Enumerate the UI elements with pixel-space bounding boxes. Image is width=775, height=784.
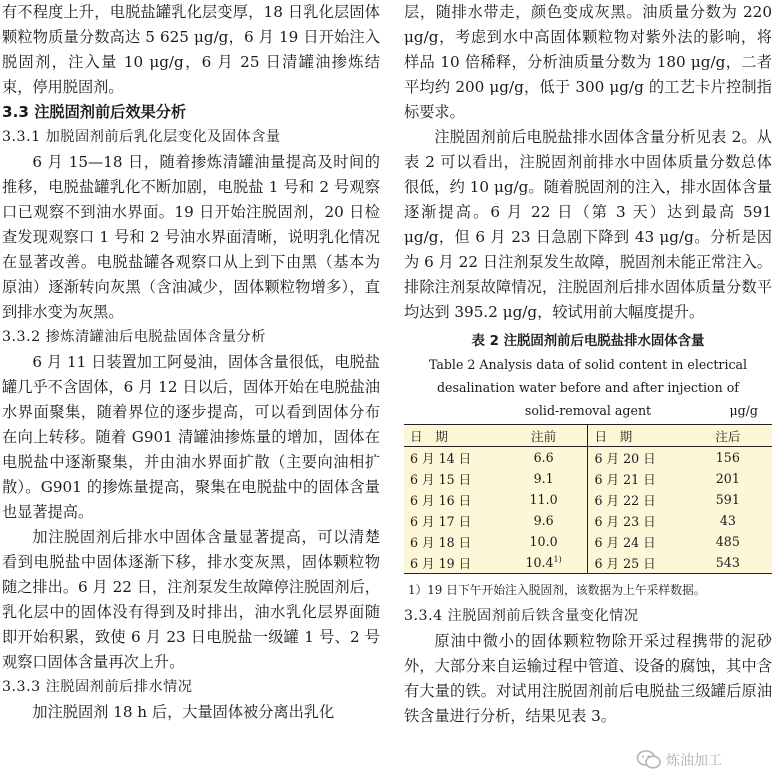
cell-date-after: 6 月 23 日 <box>588 510 684 531</box>
right-column <box>404 0 772 729</box>
paragraph-3-3-2-b: 加注脱固剂后排水中固体含量显著提高，可以清楚看到电脱盐中固体逐渐下移，排水变灰黑，固体颗粒物随之排出。6 月 22 日，注剂泵发生故障停注脱固剂后，乳化层中的固体没有得到及时排出，油水乳化层界面随即开始积累，致使 6 月 23 日电脱盐一级罐 1 号、2 号观察口固体含量再次上升。 <box>2 528 380 671</box>
footnote-marker: 1) <box>553 555 562 564</box>
paragraph-continued: 层，随排水带走，颜色变成灰黑。油质量分数为 220 μg/g，考虑到水中高固体颗粒物对紫外法的影响，将样品 10 倍稀释，分析油质量分数为 180 μg/g，二者平均约 200 μg/g，低于 300 μg/g 的工艺卡片控制指标要求。 <box>404 3 772 121</box>
table-title-en-line-1: Table 2 Analysis data of solid content in electrical <box>428 357 748 372</box>
cell-value-after: 156 <box>715 450 740 465</box>
paragraph-3-3-2-a: 6 月 11 日装置加工阿曼油，固体含量很低，电脱盐罐几乎不含固体，6 月 12 日以后，固体开始在电脱盐油水界面聚集，随着界位的逐步提高，可以看到固体分布在向上转移。随着 G901 清罐油掺炼量的增加，固体在电脱盐中逐渐聚集，并由油水界面扩散（主要向油相扩散）。G901 的掺炼量提高，聚集在电脱盐中的固体含量也显著提高。 <box>2 353 380 521</box>
subsection-heading-3-3-3: 3.3.3 注脱固剂前后排水情况 <box>2 679 193 695</box>
watermark-text: 炼油加工 <box>666 753 722 769</box>
cell-value-after: 201 <box>715 471 740 486</box>
cell-date-before: 6 月 14 日 <box>410 451 472 466</box>
wechat-icon <box>636 747 662 773</box>
table-title: 表 2 注脱固剂前后电脱盐排水固体含量 <box>471 334 705 349</box>
section-heading-3-3: 3.3 注脱固剂前后效果分析 <box>2 103 187 121</box>
table-row <box>404 447 772 469</box>
table-row <box>404 531 772 552</box>
table-footnote: 1）19 日下午开始注入脱固剂，该数据为上午采样数据。 <box>408 583 706 597</box>
cell-date-after: 6 月 22 日 <box>588 489 684 510</box>
cell-date-before: 6 月 15 日 <box>410 472 472 487</box>
table-title-en-row-3 <box>404 399 772 422</box>
subsection-heading-3-3-1: 3.3.1 加脱固剂前后乳化层变化及固体含量 <box>2 129 281 145</box>
subsection-heading-3-3-4: 3.3.4 注脱固剂前后铁含量变化情况 <box>404 608 639 624</box>
cell-date-after: 6 月 21 日 <box>588 468 684 489</box>
table-title-en-line-2: desalination water before and after injection of <box>437 380 739 395</box>
cell-value-after: 543 <box>715 555 740 570</box>
table-title-en-line-3: solid-removal agent <box>524 403 652 418</box>
paragraph-3-3-3: 加注脱固剂 18 h 后，大量固体被分离出乳化 <box>32 703 335 721</box>
header-before: 注前 <box>500 425 588 447</box>
cell-date-before: 6 月 19 日 <box>410 556 472 571</box>
cell-date-before: 6 月 16 日 <box>410 493 472 508</box>
table-row <box>404 489 772 510</box>
solid-content-table <box>404 424 772 574</box>
header-date-before: 日 期 <box>404 425 500 447</box>
paragraph-intro: 有不程度上升，电脱盐罐乳化层变厚，18 日乳化层固体颗粒物质量分数高达 5 625 μg/g，6 月 19 日开始注入脱固剂，注入量 10 μg/g，6 月 25 日清罐油掺炼结束，停用脱固剂。 <box>2 3 380 96</box>
cell-value-before: 9.6 <box>500 510 588 531</box>
header-after: 注后 <box>684 425 772 447</box>
table-header-row <box>404 425 772 447</box>
cell-value-before <box>500 552 588 574</box>
cell-value-before: 6.6 <box>500 447 588 469</box>
cell-value-before: 10.0 <box>500 531 588 552</box>
cell-value-after: 485 <box>715 534 740 549</box>
cell-date-after: 6 月 24 日 <box>588 531 684 552</box>
left-column <box>2 0 380 725</box>
cell-value-after: 43 <box>719 513 736 528</box>
table-row <box>404 552 772 574</box>
cell-value-before: 9.1 <box>500 468 588 489</box>
table-row <box>404 510 772 531</box>
cell-value-before: 11.0 <box>500 489 588 510</box>
cell-date-before: 6 月 18 日 <box>410 535 472 550</box>
paragraph-3-3-1: 6 月 15—18 日，随着掺炼清罐油量提高及时间的推移，电脱盐罐乳化不断加剧，电脱盐 1 号和 2 号观察口已观察不到油水界面。19 日开始注脱固剂，20 日检查发现观察口 1 号和 2 号油水界面清晰，说明乳化情况在显著改善。电脱盐罐各观察口从上到下由黑（基本为原油）逐渐转向灰黑（含油减少，固体颗粒物增多），直到排水变为灰黑。 <box>2 153 380 321</box>
watermark-logo <box>636 738 775 782</box>
cell-date-before: 6 月 17 日 <box>410 514 472 529</box>
table-row <box>404 468 772 489</box>
cell-value-after: 591 <box>715 492 740 507</box>
paragraph-table-intro: 注脱固剂前后电脱盐排水固体含量分析见表 2。从表 2 可以看出，注脱固剂前排水中固体质量分数总体很低，约 10 μg/g。随着脱固剂的注入，排水固体含量逐渐提高。6 月 22 日（第 3 天）达到最高 591 μg/g，但 6 月 23 日急剧下降到 43 μg/g。分析是因为 6 月 22 日注剂泵发生故障，脱固剂未能正常注入。排除注剂泵故障情况，注脱固剂后排水固体质量分数平均达到 395.2 μg/g，较试用前大幅度提升。 <box>404 128 772 321</box>
table-2-block <box>404 331 772 600</box>
cell-date-after: 6 月 20 日 <box>588 447 684 469</box>
table-unit: μg/g <box>729 403 758 418</box>
cell-value-text: 10.4 <box>525 555 554 570</box>
cell-date-after: 6 月 25 日 <box>588 552 684 574</box>
paragraph-3-3-4: 原油中微小的固体颗粒物除开采过程携带的泥砂外，大部分来自运输过程中管道、设备的腐蚀，其中含有大量的铁。对试用注脱固剂前后电脱盐三级罐后原油铁含量进行分析，结果见表 3。 <box>404 632 772 725</box>
header-date-after: 日 期 <box>588 425 684 447</box>
subsection-heading-3-3-2: 3.3.2 掺炼清罐油后电脱盐固体含量分析 <box>2 329 266 345</box>
